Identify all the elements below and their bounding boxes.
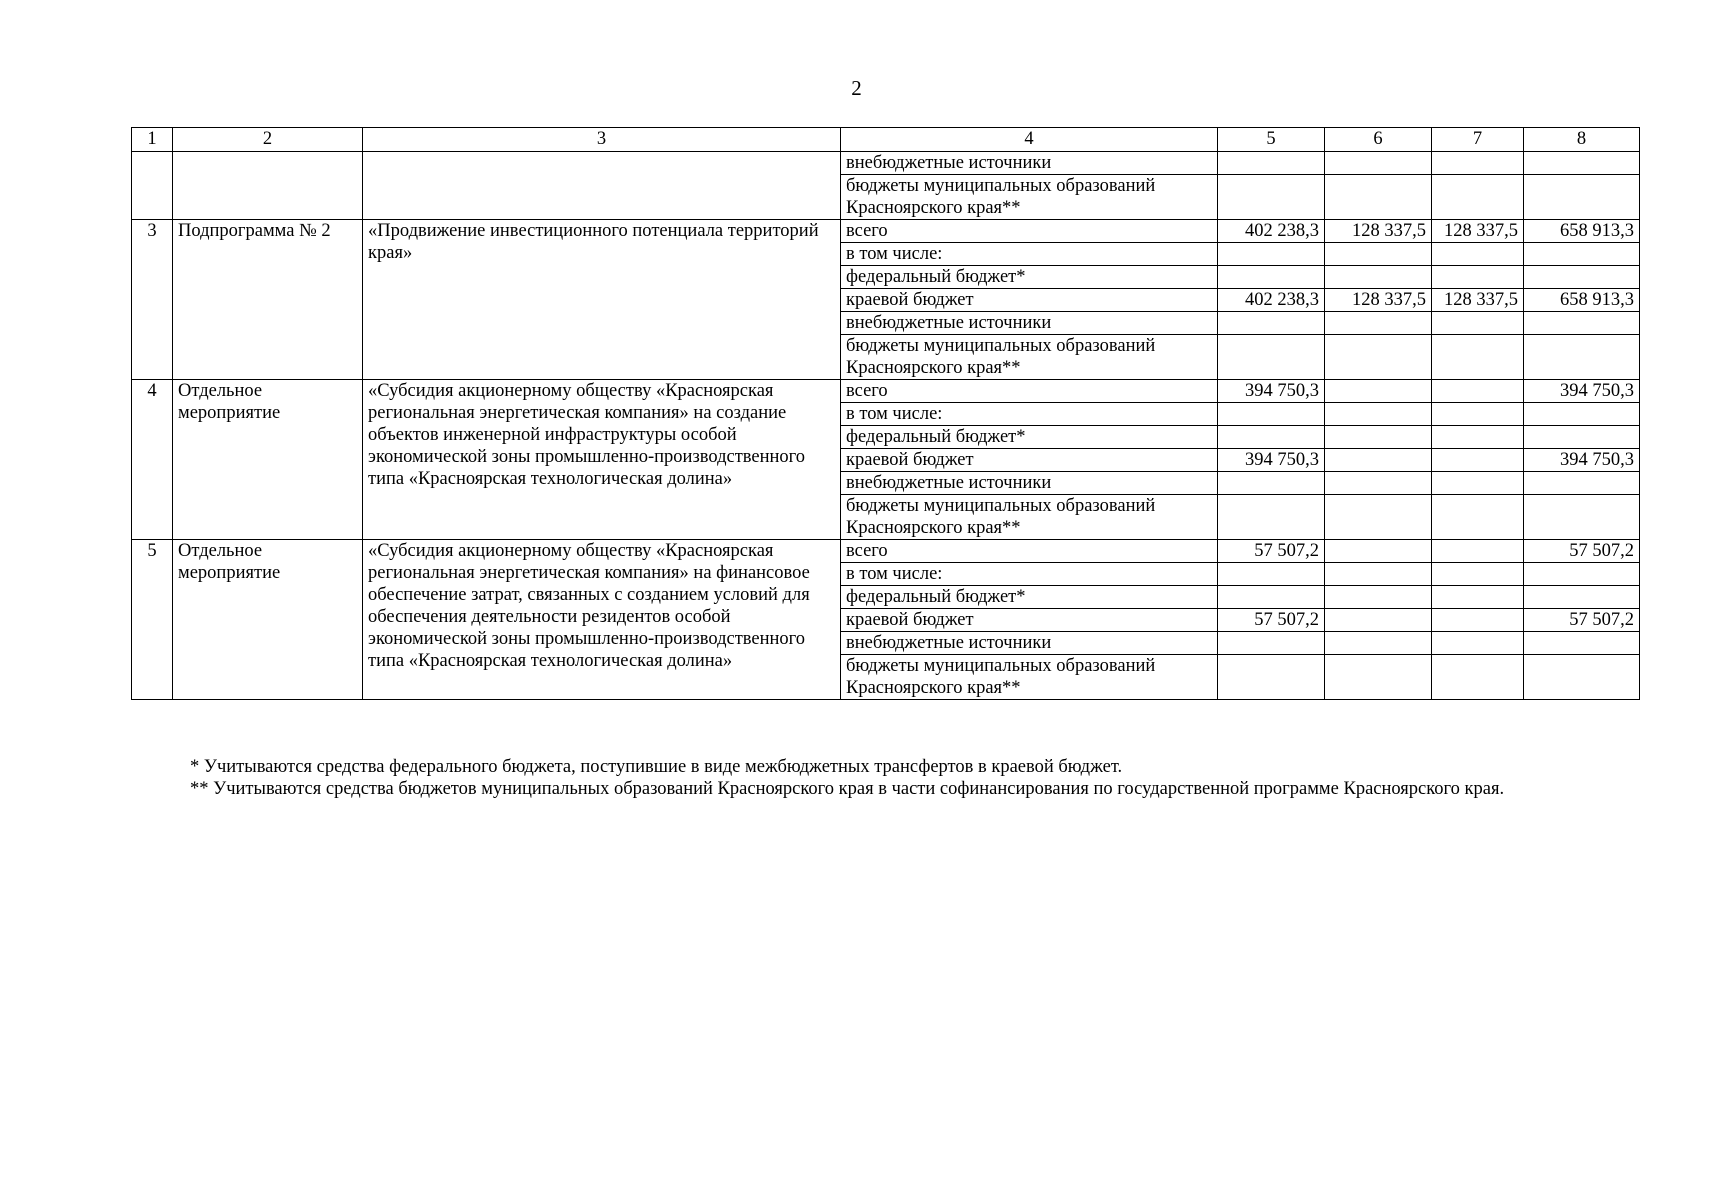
funding-source-cell: федеральный бюджет* [841, 266, 1218, 289]
amount-cell-c7 [1432, 449, 1524, 472]
amount-cell-c6 [1325, 335, 1432, 380]
funding-source-cell: бюджеты муниципальных образований Красноярского края** [841, 655, 1218, 700]
amount-cell-c6 [1325, 266, 1432, 289]
amount-cell-c5 [1218, 563, 1325, 586]
amount-cell-c8: 658 913,3 [1524, 220, 1640, 243]
amount-cell-c8 [1524, 495, 1640, 540]
amount-cell-c8 [1524, 472, 1640, 495]
row-number-cell: 3 [132, 220, 173, 380]
funding-source-cell: в том числе: [841, 243, 1218, 266]
amount-cell-c8 [1524, 243, 1640, 266]
funding-source-cell: всего [841, 220, 1218, 243]
amount-cell-col7 [1432, 175, 1524, 220]
column-header: 3 [363, 128, 841, 152]
amount-cell-c5 [1218, 472, 1325, 495]
amount-cell-c5 [1218, 403, 1325, 426]
funding-source-cell: всего [841, 540, 1218, 563]
status-cell: Отдельное мероприятие [173, 540, 363, 700]
amount-cell-c6 [1325, 380, 1432, 403]
amount-cell-c8 [1524, 563, 1640, 586]
amount-cell-col8 [1524, 152, 1640, 175]
amount-cell-c6: 128 337,5 [1325, 289, 1432, 312]
funding-source-cell: краевой бюджет [841, 289, 1218, 312]
amount-cell-col5 [1218, 152, 1325, 175]
amount-cell-c7 [1432, 609, 1524, 632]
amount-cell-c6 [1325, 403, 1432, 426]
amount-cell-c8: 394 750,3 [1524, 380, 1640, 403]
amount-cell-c7 [1432, 380, 1524, 403]
amount-cell-c5 [1218, 655, 1325, 700]
amount-cell-c7 [1432, 243, 1524, 266]
amount-cell-c8 [1524, 266, 1640, 289]
amount-cell-c5: 402 238,3 [1218, 220, 1325, 243]
amount-cell-c5 [1218, 632, 1325, 655]
funding-source-cell: внебюджетные источники [841, 632, 1218, 655]
funding-source-cell: всего [841, 380, 1218, 403]
amount-cell-c7 [1432, 472, 1524, 495]
funding-source-cell: краевой бюджет [841, 609, 1218, 632]
column-header: 4 [841, 128, 1218, 152]
amount-cell-c8 [1524, 632, 1640, 655]
column-header: 6 [1325, 128, 1432, 152]
amount-cell-c7 [1432, 632, 1524, 655]
amount-cell-col6 [1325, 175, 1432, 220]
status-cell: Подпрограмма № 2 [173, 220, 363, 380]
amount-cell-c7 [1432, 586, 1524, 609]
row-number-cell [132, 152, 173, 220]
amount-cell-c6 [1325, 243, 1432, 266]
amount-cell-c8: 394 750,3 [1524, 449, 1640, 472]
amount-cell-c5 [1218, 426, 1325, 449]
table-row [132, 152, 1640, 175]
amount-cell-c7 [1432, 312, 1524, 335]
amount-cell-c6 [1325, 609, 1432, 632]
amount-cell-c6 [1325, 540, 1432, 563]
amount-cell-c8: 57 507,2 [1524, 609, 1640, 632]
amount-cell-c7 [1432, 403, 1524, 426]
status-cell: Отдельное мероприятие [173, 380, 363, 540]
table-body [132, 152, 1640, 700]
funding-source-cell: бюджеты муниципальных образований Красноярского края** [841, 175, 1218, 220]
amount-cell-c7 [1432, 335, 1524, 380]
amount-cell-c7 [1432, 426, 1524, 449]
amount-cell-c7 [1432, 655, 1524, 700]
amount-cell-c8 [1524, 335, 1640, 380]
status-cell [173, 152, 363, 220]
funding-table [131, 127, 1640, 700]
amount-cell-c8 [1524, 426, 1640, 449]
table-row [132, 380, 1640, 403]
funding-source-cell: бюджеты муниципальных образований Красноярского края** [841, 335, 1218, 380]
funding-source-cell: в том числе: [841, 403, 1218, 426]
column-header: 1 [132, 128, 173, 152]
footnote-federal: * Учитываются средства федерального бюджета, поступившие в виде межбюджетных трансфертов в краевой бюджет. [190, 757, 1123, 777]
amount-cell-c6 [1325, 472, 1432, 495]
amount-cell-col7 [1432, 152, 1524, 175]
funding-source-cell: федеральный бюджет* [841, 426, 1218, 449]
column-header: 7 [1432, 128, 1524, 152]
amount-cell-c8 [1524, 655, 1640, 700]
amount-cell-c5: 402 238,3 [1218, 289, 1325, 312]
name-cell [363, 152, 841, 220]
table-row [132, 220, 1640, 243]
amount-cell-c6 [1325, 312, 1432, 335]
amount-cell-c5 [1218, 266, 1325, 289]
amount-cell-c6 [1325, 495, 1432, 540]
amount-cell-c8: 658 913,3 [1524, 289, 1640, 312]
amount-cell-col5 [1218, 175, 1325, 220]
funding-source-cell: в том числе: [841, 563, 1218, 586]
funding-source-cell: внебюджетные источники [841, 312, 1218, 335]
amount-cell-c6 [1325, 632, 1432, 655]
amount-cell-col6 [1325, 152, 1432, 175]
column-header: 2 [173, 128, 363, 152]
amount-cell-c6 [1325, 586, 1432, 609]
footnotes [118, 756, 1638, 800]
funding-source-cell: федеральный бюджет* [841, 586, 1218, 609]
amount-cell-col8 [1524, 175, 1640, 220]
amount-cell-c5: 57 507,2 [1218, 540, 1325, 563]
amount-cell-c5 [1218, 243, 1325, 266]
amount-cell-c6 [1325, 449, 1432, 472]
funding-source-cell: внебюджетные источники [841, 472, 1218, 495]
amount-cell-c7 [1432, 563, 1524, 586]
funding-source-cell: внебюджетные источники [841, 152, 1218, 175]
name-cell: «Субсидия акционерному обществу «Красноярская региональная энергетическая компания» на создание объектов инженерной инфраструктуры особой экономической зоны промышленно-производственного типа «Красноярская технологическая долина» [363, 380, 841, 540]
amount-cell-c8: 57 507,2 [1524, 540, 1640, 563]
name-cell: «Продвижение инвестиционного потенциала территорий края» [363, 220, 841, 380]
footnote-municipal: ** Учитываются средства бюджетов муниципальных образований Красноярского края в части софинансирования по государственной программе Красноярского края. [190, 779, 1505, 799]
amount-cell-c5 [1218, 586, 1325, 609]
amount-cell-c7: 128 337,5 [1432, 220, 1524, 243]
row-number-cell: 5 [132, 540, 173, 700]
page-number: 2 [851, 76, 862, 100]
amount-cell-c5 [1218, 312, 1325, 335]
table-row [132, 540, 1640, 563]
amount-cell-c5: 394 750,3 [1218, 449, 1325, 472]
amount-cell-c8 [1524, 312, 1640, 335]
amount-cell-c6 [1325, 563, 1432, 586]
amount-cell-c6 [1325, 426, 1432, 449]
amount-cell-c7 [1432, 540, 1524, 563]
amount-cell-c7 [1432, 266, 1524, 289]
amount-cell-c6 [1325, 655, 1432, 700]
amount-cell-c5 [1218, 495, 1325, 540]
amount-cell-c6: 128 337,5 [1325, 220, 1432, 243]
amount-cell-c7 [1432, 495, 1524, 540]
amount-cell-c5 [1218, 335, 1325, 380]
amount-cell-c8 [1524, 586, 1640, 609]
column-header: 5 [1218, 128, 1325, 152]
funding-source-cell: краевой бюджет [841, 449, 1218, 472]
name-cell: «Субсидия акционерному обществу «Красноярская региональная энергетическая компания» на финансовое обеспечение затрат, связанных с созданием условий для обеспечения деятельности резидентов особой экономической зоны промышленно-производственного типа «Красноярская технологическая долина» [363, 540, 841, 700]
column-number-row [132, 128, 1640, 152]
amount-cell-c7: 128 337,5 [1432, 289, 1524, 312]
amount-cell-c5: 394 750,3 [1218, 380, 1325, 403]
funding-source-cell: бюджеты муниципальных образований Красноярского края** [841, 495, 1218, 540]
row-number-cell: 4 [132, 380, 173, 540]
amount-cell-c5: 57 507,2 [1218, 609, 1325, 632]
column-header: 8 [1524, 128, 1640, 152]
amount-cell-c8 [1524, 403, 1640, 426]
